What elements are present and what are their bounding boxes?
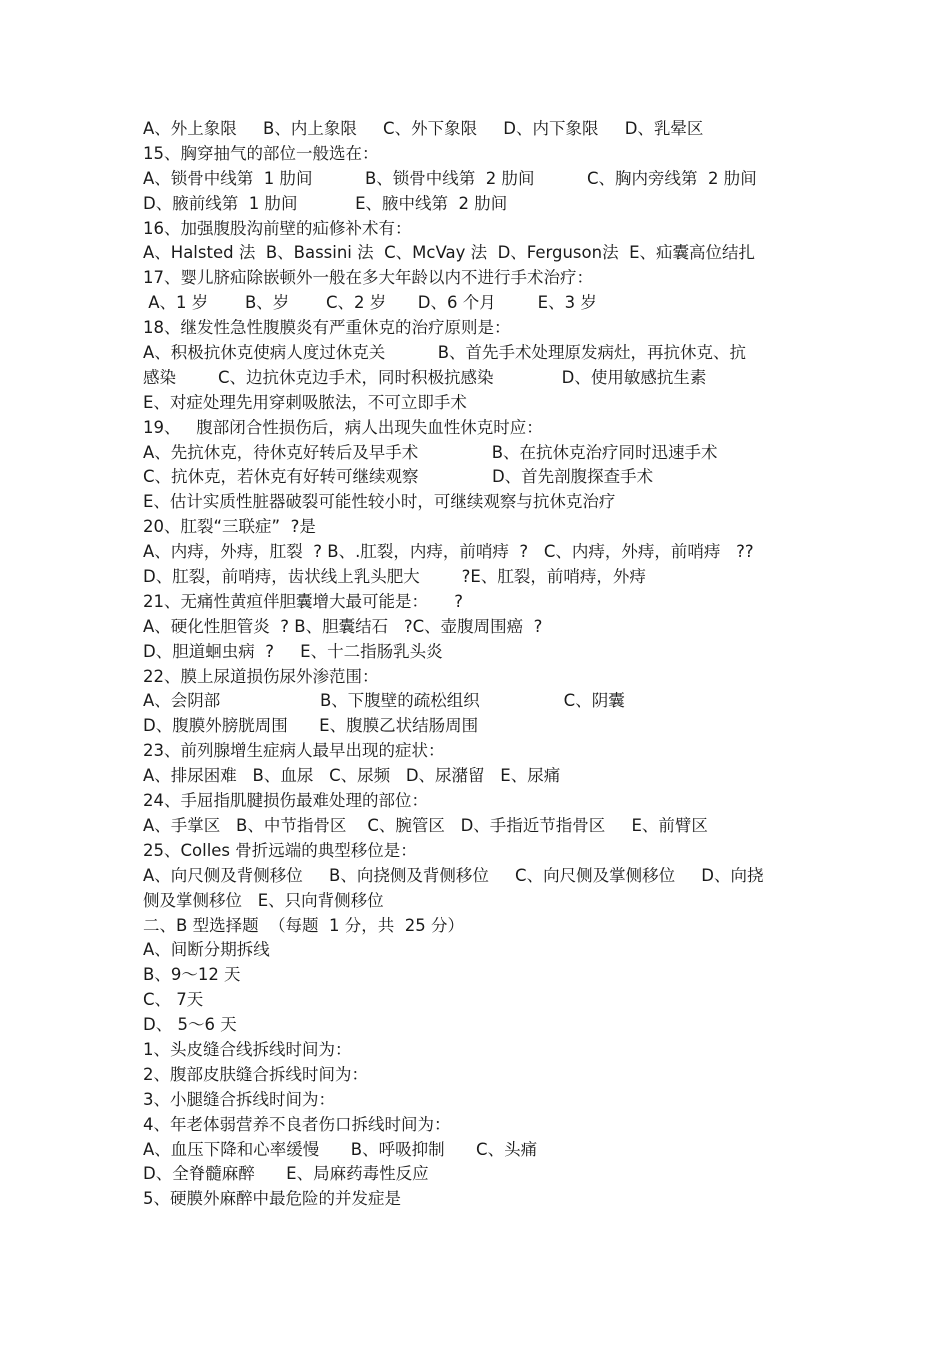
text-line: D、 5～6 天 (143, 1015, 237, 1035)
text-line: A、1 岁 B、岁 C、2 岁 D、6 个月 E、3 岁 (143, 293, 597, 313)
question-b4: 4、年老体弱营养不良者伤口拆线时间为： (143, 1114, 451, 1134)
question-b1: 1、头皮缝合线拆线时间为： (143, 1039, 352, 1059)
question-19: 19、 腹部闭合性损伤后，病人出现失血性休克时应： (143, 417, 543, 437)
question-25: 25、Colles 骨折远端的典型移位是： (143, 840, 417, 860)
document-page (143, 117, 823, 1212)
text-line: D、腹膜外膀胱周围 E、腹膜乙状结肠周围 (143, 716, 479, 736)
text-line: A、手掌区 B、中节指骨区 C、腕管区 D、手指近节指骨区 E、前臂区 (143, 815, 708, 835)
text-line: A、Halsted 法 B、Bassini 法 C、McVay 法 D、Ferguson法 E、疝囊高位结扎 (143, 243, 755, 263)
text-line: A、血压下降和心率缓慢 B、呼吸抑制 C、头痛 (143, 1139, 538, 1159)
text-line: D、肛裂，前哨痔，齿状线上乳头肥大 ?E、肛裂，前哨痔，外痔 (143, 567, 646, 587)
text-line: D、腋前线第 1 肋间 E、腋中线第 2 肋间 (143, 193, 508, 213)
text-line: 侧及掌侧移位 E、只向背侧移位 (143, 890, 384, 910)
question-21: 21、无痛性黄疸伴胆囊增大最可能是： ? (143, 591, 463, 611)
question-18: 18、继发性急性腹膜炎有严重休克的治疗原则是： (143, 318, 511, 338)
text-line: E、估计实质性脏器破裂可能性较小时，可继续观察与抗休克治疗 (143, 492, 616, 512)
text-line: E、对症处理先用穿刺吸脓法，不可立即手术 (143, 392, 467, 412)
text-line: 感染 C、边抗休克边手术，同时积极抗感染 D、使用敏感抗生素 (143, 367, 707, 387)
text-line: A、内痔，外痔，肛裂 ? B、.肛裂，内痔，前哨痔 ? C、内痔，外痔，前哨痔 ?? (143, 542, 754, 562)
text-line: B、9～12 天 (143, 965, 241, 985)
question-b5: 5、硬膜外麻醉中最危险的并发症是 (143, 1189, 401, 1209)
question-20: 20、肛裂“三联症” ?是 (143, 517, 316, 537)
text-line: A、硬化性胆管炎 ? B、胆囊结石 ?C、壶腹周围癌 ? (143, 616, 543, 636)
text-line: A、外上象限 B、内上象限 C、外下象限 D、内下象限 D、乳晕区 (143, 119, 704, 138)
text-line: D、全脊髓麻醉 E、局麻药毒性反应 (143, 1164, 429, 1184)
question-b2: 2、腹部皮肤缝合拆线时间为： (143, 1064, 368, 1084)
section-heading: 二、B 型选择题 （每题 1 分，共 25 分） (143, 915, 465, 935)
text-line: A、锁骨中线第 1 肋间 B、锁骨中线第 2 肋间 C、胸内旁线第 2 肋间 (143, 168, 757, 188)
text-line: C、抗休克，若休克有好转可继续观察 D、首先剖腹探查手术 (143, 467, 654, 487)
text-line: A、会阴部 B、下腹壁的疏松组织 C、阴囊 (143, 691, 625, 711)
question-b3: 3、小腿缝合拆线时间为： (143, 1089, 335, 1109)
question-16: 16、加强腹股沟前壁的疝修补术有： (143, 218, 412, 238)
text-line: A、积极抗休克使病人度过休克关 B、首先手术处理原发病灶，再抗休克、抗 (143, 343, 747, 363)
text-line: A、向尺侧及背侧移位 B、向挠侧及背侧移位 C、向尺侧及掌侧移位 D、向挠 (143, 865, 764, 885)
question-22: 22、膜上尿道损伤尿外渗范围： (143, 666, 379, 686)
question-24: 24、手屈指肌腱损伤最难处理的部位： (143, 791, 428, 811)
text-line: A、排尿困难 B、血尿 C、尿频 D、尿潴留 E、尿痛 (143, 766, 561, 786)
text-line: A、先抗休克，待休克好转后及早手术 B、在抗休克治疗同时迅速手术 (143, 442, 718, 462)
question-23: 23、前列腺增生症病人最早出现的症状： (143, 741, 445, 761)
text-line: A、间断分期拆线 (143, 940, 270, 960)
text-line: D、胆道蛔虫病 ? E、十二指肠乳头炎 (143, 641, 443, 661)
question-17: 17、婴儿脐疝除嵌顿外一般在多大年龄以内不进行手术治疗： (143, 268, 593, 288)
question-15: 15、胸穿抽气的部位一般选在： (143, 143, 379, 163)
text-line: C、 7天 (143, 990, 204, 1010)
